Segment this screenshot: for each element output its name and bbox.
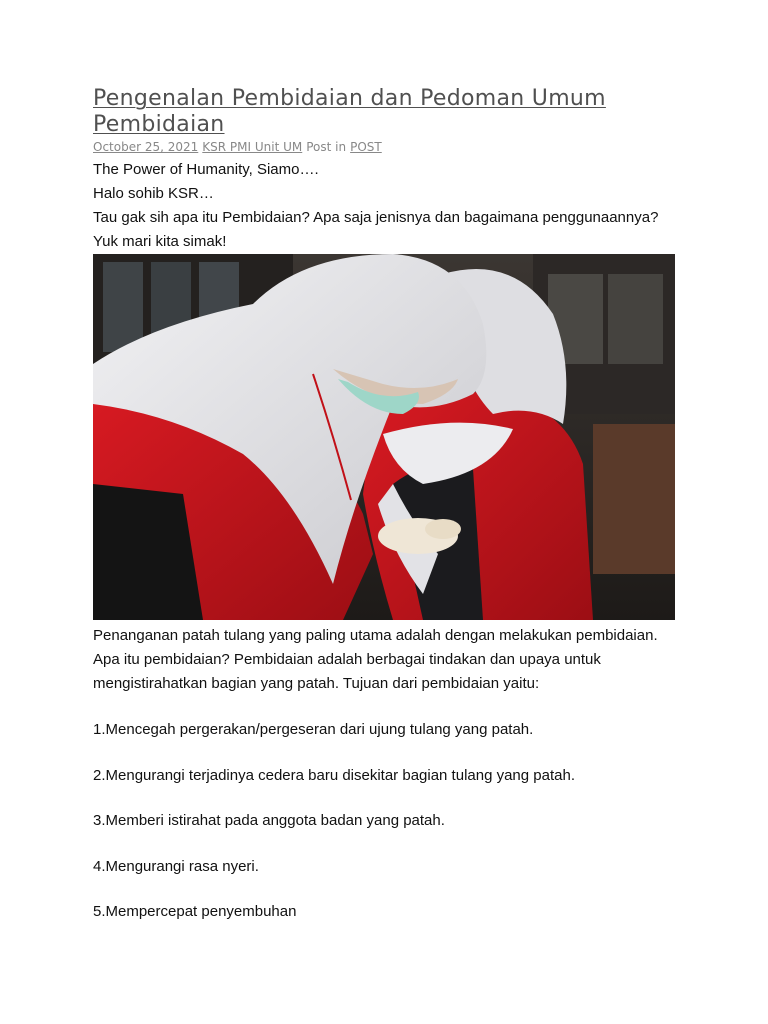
intro-line: Tau gak sih apa itu Pembidaian? Apa saja jenisnya dan bagaimana penggunaannya? (93, 209, 659, 226)
post-author-link[interactable]: KSR PMI Unit UM (202, 140, 303, 154)
intro-line: Yuk mari kita simak! (93, 233, 227, 250)
post-meta (93, 139, 675, 155)
list-item: 3.Memberi istirahat pada anggota badan yang patah. (93, 812, 445, 829)
list-item: 5.Mempercepat penyembuhan (93, 903, 297, 920)
aims-list (93, 718, 675, 924)
intro-line: The Power of Humanity, Siamo…. (93, 161, 319, 178)
first-aid-splinting-photo (93, 254, 675, 620)
list-item: 1.Mencegah pergerakan/pergeseran dari ujung tulang yang patah. (93, 721, 534, 738)
post-date-link[interactable]: October 25, 2021 (93, 140, 199, 154)
body-paragraph: Penanganan patah tulang yang paling utama adalah dengan melakukan pembidaian. Apa itu pembidaian? Pembidaian adalah berbagai tindakan dan upaya untuk mengistirahatkan bagian yang patah. Tujuan dari pembidaian yaitu: (93, 627, 658, 692)
post-title-link[interactable]: Pengenalan Pembidaian dan Pedoman Umum Pembidaian (93, 86, 606, 137)
article (93, 86, 675, 946)
list-item: 4.Mengurangi rasa nyeri. (93, 857, 259, 875)
intro-line: Halo sohib KSR… (93, 185, 214, 202)
post-title (93, 86, 675, 138)
list-item: 2.Mengurangi terjadinya cedera baru disekitar bagian tulang yang patah. (93, 766, 575, 784)
intro-block (93, 158, 675, 254)
post-in-label: Post in (306, 140, 347, 154)
post-category-link[interactable]: POST (350, 140, 382, 154)
